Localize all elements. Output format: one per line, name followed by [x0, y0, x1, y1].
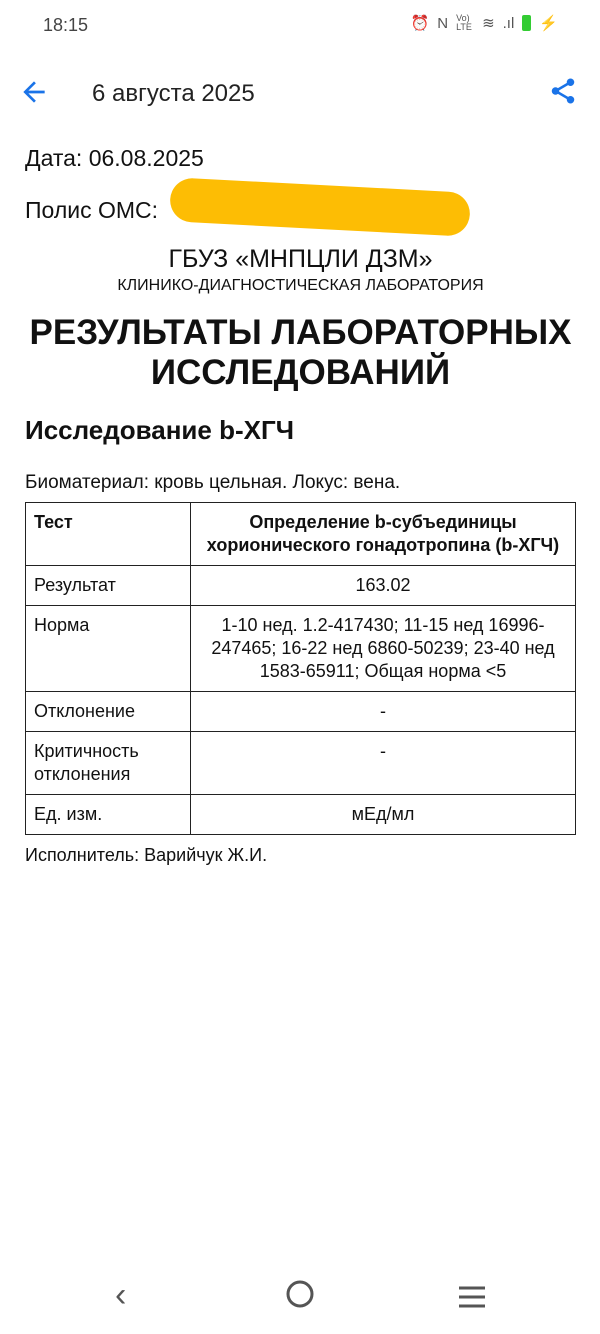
- app-bar: [0, 62, 600, 122]
- nav-home-icon[interactable]: [284, 1278, 316, 1319]
- row-label: Отклонение: [26, 692, 191, 732]
- nfc-icon: N: [437, 14, 449, 32]
- wifi-icon: ≋: [482, 15, 495, 32]
- row-label: Норма: [26, 606, 191, 692]
- row-value: -: [191, 732, 576, 795]
- header-cell: Тест: [26, 503, 191, 566]
- system-nav-bar: [0, 1264, 600, 1334]
- header-cell: Определение b-субъединицы хорионического гонадотропина (b-ХГЧ): [191, 503, 576, 566]
- table-row: [26, 566, 576, 606]
- row-value: 163.02: [191, 566, 576, 606]
- status-bar: [0, 0, 600, 50]
- table-row: [26, 692, 576, 732]
- row-label: Критичность отклонения: [26, 732, 191, 795]
- executor: Исполнитель: Варийчук Ж.И.: [25, 845, 268, 865]
- redaction-mark: [169, 177, 471, 237]
- document: [25, 145, 576, 866]
- clock: 18:15: [43, 15, 89, 35]
- row-value: 1-10 нед. 1.2-417430; 11-15 нед 16996-247465; 16-22 нед 6860-50239; 23-40 нед 1583-65911; Общая норма <5: [191, 606, 576, 692]
- organization-subtitle: КЛИНИКО-ДИАГНОСТИЧЕСКАЯ ЛАБОРАТОРИЯ: [117, 277, 484, 294]
- back-arrow-icon[interactable]: [18, 76, 50, 113]
- signal-icon: .ıl: [502, 14, 515, 32]
- page-title: 6 августа 2025: [92, 80, 255, 107]
- biomaterial: Биоматериал: кровь цельная. Локус: вена.: [25, 472, 401, 493]
- table-row: [26, 795, 576, 835]
- nav-menu-icon[interactable]: [457, 1280, 487, 1319]
- table-row: [26, 732, 576, 795]
- document-heading: РЕЗУЛЬТАТЫ ЛАБОРАТОРНЫХ ИССЛЕДОВАНИЙ: [29, 313, 572, 392]
- table-header: [26, 503, 576, 566]
- date: Дата: 06.08.2025: [25, 145, 204, 171]
- table-row: [26, 606, 576, 692]
- results-table: [25, 502, 576, 835]
- row-label: Ед. изм.: [26, 795, 191, 835]
- study-title: Исследование b-ХГЧ: [25, 415, 294, 445]
- row-value: мЕд/мл: [191, 795, 576, 835]
- row-value: -: [191, 692, 576, 732]
- charging-icon: ⚡: [539, 15, 558, 32]
- battery-icon: [522, 15, 531, 31]
- row-label: Результат: [26, 566, 191, 606]
- alarm-icon: ⏰: [410, 15, 430, 32]
- share-icon[interactable]: [548, 76, 578, 111]
- volte-icon: Vo) LTE: [456, 13, 472, 32]
- policy-label: Полис ОМС:: [25, 197, 159, 223]
- organization: ГБУЗ «МНПЦЛИ ДЗМ»: [168, 245, 433, 273]
- nav-back-icon[interactable]: ‹: [115, 1276, 127, 1314]
